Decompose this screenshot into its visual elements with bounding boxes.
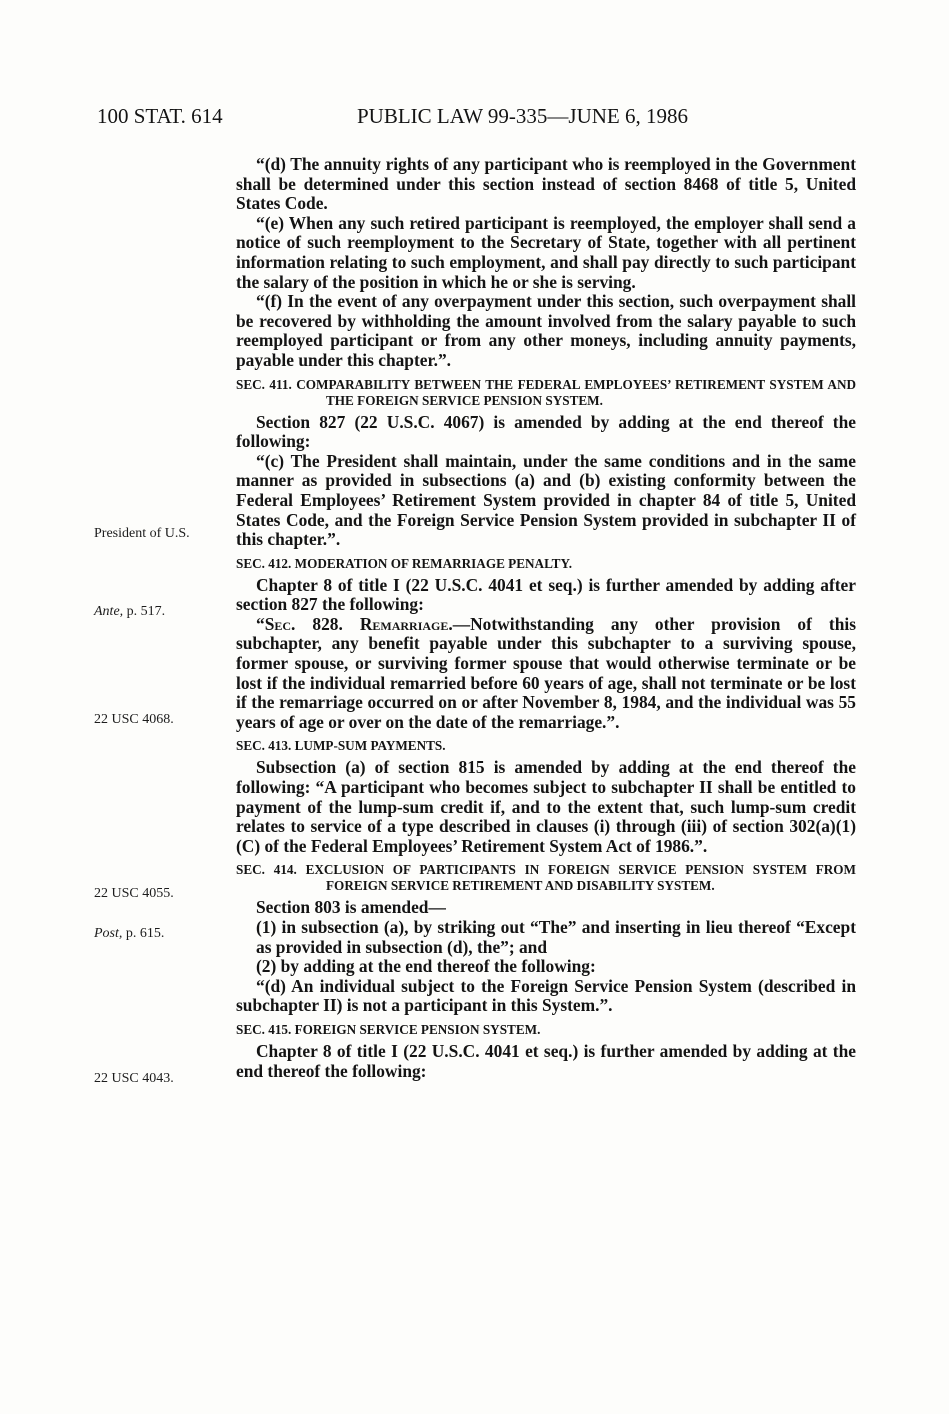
section-heading-412: SEC. 412. MODERATION OF REMARRIAGE PENALTY. (236, 555, 573, 571)
section-828-text (236, 615, 856, 733)
margin-note-post-italic: Post, (94, 926, 123, 941)
margin-note-ante-italic: Ante, (94, 604, 124, 619)
margin-note-post-page: p. 615. (122, 926, 165, 941)
section-heading-413: SEC. 413. LUMP-SUM PAYMENTS. (236, 738, 446, 754)
margin-note-ante (94, 604, 229, 620)
section-heading-411: SEC. 411. COMPARABILITY BETWEEN THE FEDERAL EMPLOYEES’ RETIREMENT SYSTEM AND THE FOREIGN SERVICE PENSION SYSTEM. (236, 376, 856, 408)
section-413-text: Subsection (a) of section 815 is amended by adding at the end thereof the following: “A participant who becomes subject to subchapter II shall be entitled to payment of the lump-sum credit if, and to the extent that, such lump-sum credit relates to service of a type described in clauses (i) through (iii) of section 302(a)(1)(C) of the Federal Employees’ Retirement System Act of 1986.”. (236, 757, 856, 856)
section-heading-415: SEC. 415. FOREIGN SERVICE PENSION SYSTEM. (236, 1021, 541, 1037)
paragraph-e: “(e) When any such retired participant is reemployed, the employer shall send a notice of such reemployment to the Secretary of State, together with all pertinent information relating to such employment, and shall pay directly to such participant the salary of the position in which he or she is serving. (236, 212, 856, 292)
section-415-text: Chapter 8 of title I (22 U.S.C. 4041 et seq.) is further amended by adding at the end thereof the following: (236, 1040, 856, 1081)
margin-note-post (94, 926, 229, 942)
section-414-intro: Section 803 is amended— (256, 897, 446, 918)
paragraph-f: “(f) In the event of any overpayment under this section, such overpayment shall be recovered by withholding the amount involved from the salary payable to such reemployed participant or from any other moneys, including annuity payments, payable under this chapter.”. (236, 291, 856, 370)
section-828-label: “Sec. 828. Remarriage. (256, 613, 453, 634)
margin-note-president: President of U.S. (94, 526, 190, 541)
section-828-body: —Notwithstanding any other provision of this subchapter, any benefit payable under this subchapter to a surviving spouse, former spouse, or surviving former spouse that would otherwise terminate or be lost if the individual remarried before 60 years of age, shall not terminate or be lost if the remarriage occurred on or after November 8, 1984, and the individual was 55 years of age or over on the date of the remarriage.”. (236, 613, 856, 732)
page-number: 100 STAT. 614 (97, 104, 223, 128)
section-414-subsection-d: “(d) An individual subject to the Foreign Service Pension System (described in subchapter II) is not a participant in this System.”. (236, 975, 856, 1016)
margin-note-ante-page: p. 517. (123, 604, 166, 619)
page-header (97, 104, 857, 134)
running-head: PUBLIC LAW 99-335—JUNE 6, 1986 (357, 104, 689, 128)
margin-note-usc-4043: 22 USC 4043. (94, 1071, 174, 1086)
paragraph-d: “(d) The annuity rights of any participant who is reemployed in the Government shall be determined under this section instead of section 8468 of title 5, United States Code. (236, 154, 856, 214)
section-414-item-1: (1) in subsection (a), by striking out “The” and inserting in lieu thereof “Except as provided in subsection (d), the”; and (256, 917, 856, 957)
body-text (236, 155, 856, 1081)
section-411-intro: Section 827 (22 U.S.C. 4067) is amended by adding at the end thereof the following: (236, 411, 856, 452)
section-414-item-2: (2) by adding at the end thereof the following: (256, 956, 596, 977)
section-heading-414: SEC. 414. EXCLUSION OF PARTICIPANTS IN FOREIGN SERVICE PENSION SYSTEM FROM FOREIGN SERVICE RETIREMENT AND DISABILITY SYSTEM. (236, 862, 856, 894)
margin-note-usc-4068: 22 USC 4068. (94, 712, 174, 727)
margin-note-usc-4055: 22 USC 4055. (94, 886, 174, 901)
section-411-subsection-c: “(c) The President shall maintain, under the same conditions and in the same manner as provided in subsections (a) and (b) existing conformity between the Federal Employees’ Retirement System provided in chapter 84 of title 5, United States Code, and the Foreign Service Pension System provided in subchapter II of this chapter.”. (236, 450, 856, 550)
section-412-intro: Chapter 8 of title I (22 U.S.C. 4041 et seq.) is further amended by adding after section 827 the following: (236, 574, 856, 615)
